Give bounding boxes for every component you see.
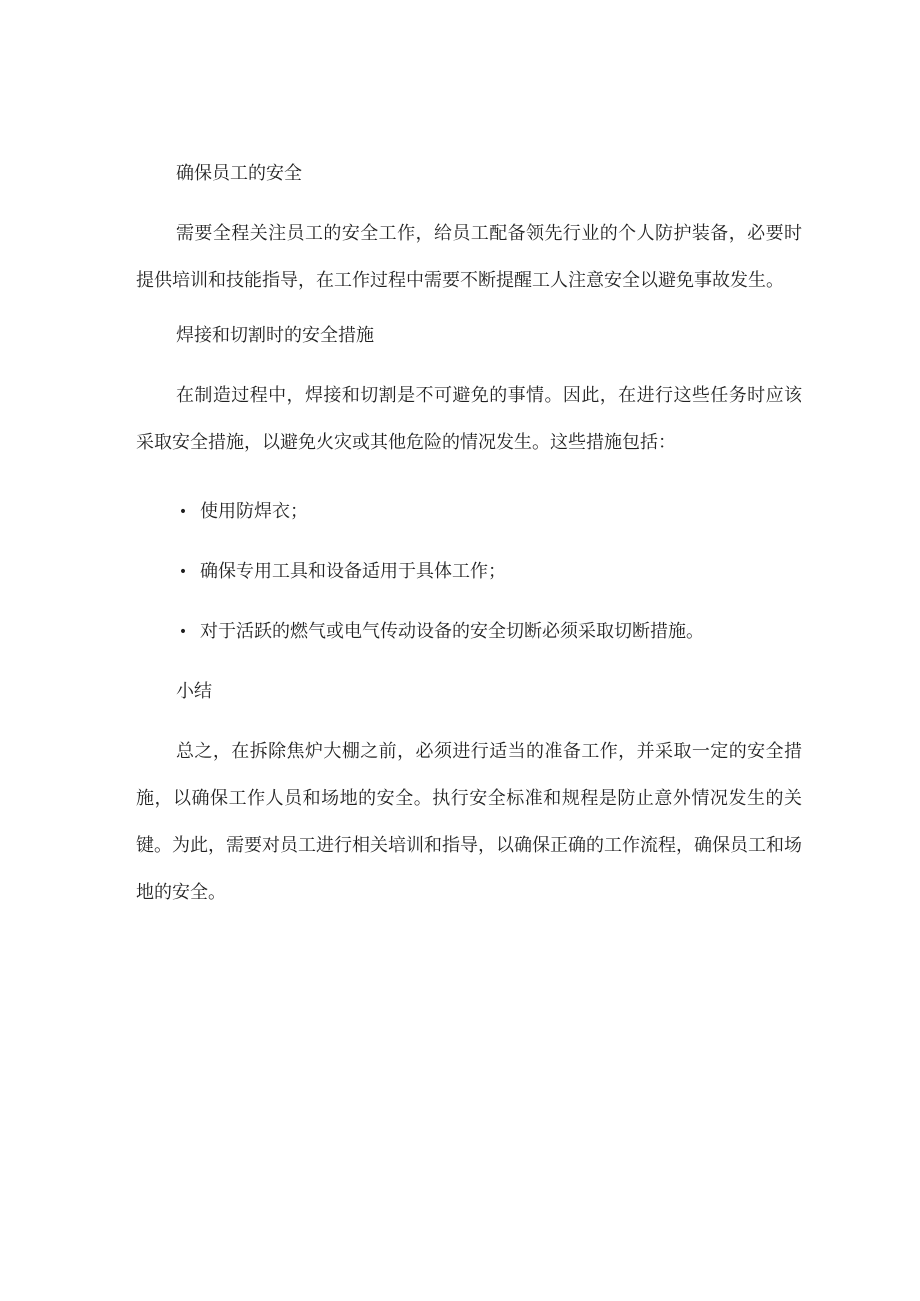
list-item-text: 对于活跃的燃气或电气传动设备的安全切断必须采取切断措施。 xyxy=(200,621,704,642)
section-heading-summary: 小结 xyxy=(176,681,212,702)
section-heading-employee-safety: 确保员工的安全 xyxy=(176,163,302,184)
spacer xyxy=(136,352,802,372)
list-item xyxy=(136,556,802,588)
bullet-icon: • xyxy=(178,624,188,640)
spacer xyxy=(136,708,802,728)
list-item-text: 确保专用工具和设备适用于具体工作； xyxy=(200,561,506,582)
list-item xyxy=(136,496,802,528)
bullet-icon: • xyxy=(178,504,188,520)
bullet-icon: • xyxy=(178,564,188,580)
section-paragraph-summary: 总之，在拆除焦炉大棚之前，必须进行适当的准备工作，并采取一定的安全措施，以确保工作人员和场地的安全。执行安全标准和规程是防止意外情况发生的关键。为此，需要对员工进行相关培训和指导，以确保正确的工作流程，确保员工和场地的安全。 xyxy=(136,741,802,903)
spacer xyxy=(136,304,802,320)
list-item-text: 使用防焊衣； xyxy=(200,501,308,522)
section-paragraph-employee-safety: 需要全程关注员工的安全工作，给员工配备领先行业的个人防护装备，必要时提供培训和技能指导，在工作过程中需要不断提醒工人注意安全以避免事故发生。 xyxy=(136,223,802,291)
spacer xyxy=(136,190,802,210)
section-paragraph-welding-cutting: 在制造过程中，焊接和切割是不可避免的事情。因此，在进行这些任务时应该采取安全措施，以避免火灾或其他危险的情况发生。这些措施包括： xyxy=(136,385,802,453)
section-heading-welding-cutting: 焊接和切割时的安全措施 xyxy=(176,325,374,346)
safety-measures-list xyxy=(136,496,802,648)
document-content xyxy=(136,158,802,916)
list-item xyxy=(136,616,802,648)
spacer xyxy=(136,466,802,496)
